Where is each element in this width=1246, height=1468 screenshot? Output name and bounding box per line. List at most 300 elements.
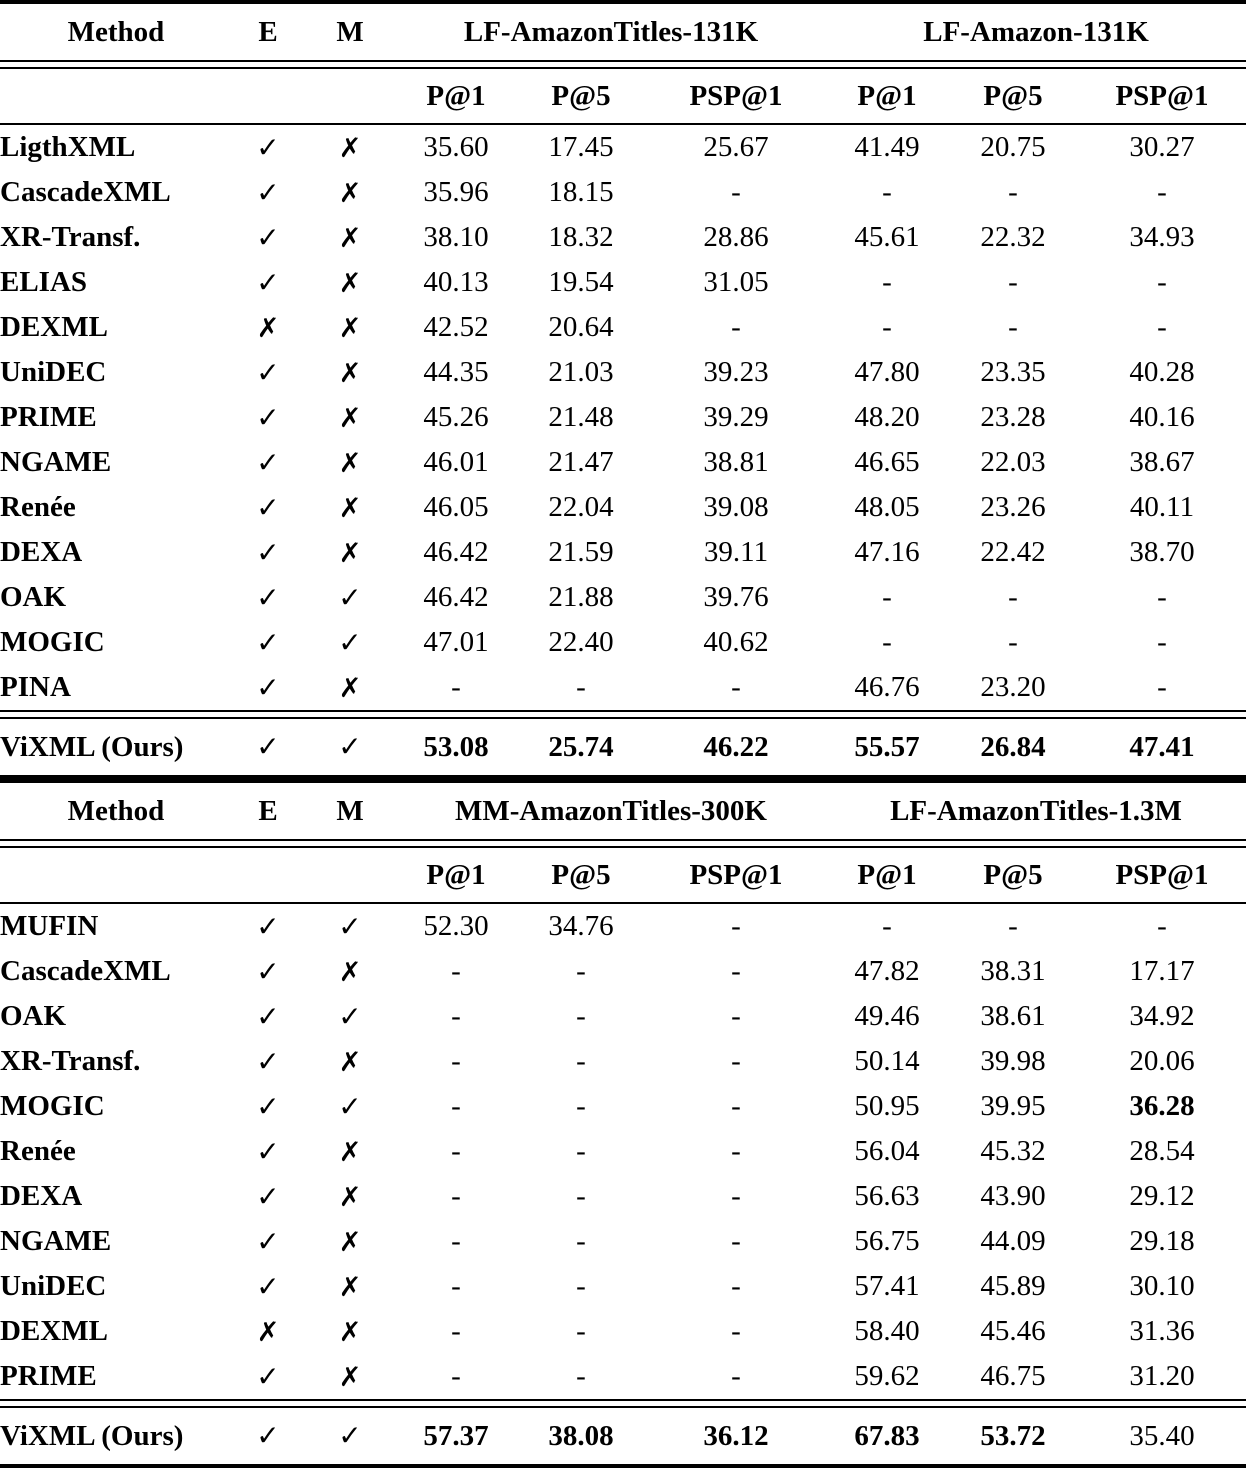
- cell-flag-m: [304, 1039, 396, 1084]
- cell-value: 31.05: [703, 266, 769, 298]
- cell-flag-m: [304, 1219, 396, 1264]
- metric-header: P@1: [857, 79, 917, 112]
- cell-value-empty: -: [451, 1135, 461, 1167]
- rule-line: [0, 840, 1246, 847]
- check-icon: ✓: [256, 265, 280, 299]
- metric-header: P@1: [857, 858, 917, 891]
- cell-flag-e: [232, 1084, 304, 1129]
- cell-method-name-ours: ViXML (Ours): [0, 1419, 184, 1452]
- cross-icon: ✗: [338, 492, 362, 524]
- cell-value-empty: -: [731, 311, 741, 343]
- cell-value-empty: -: [882, 626, 892, 658]
- cell-value: 30.10: [1129, 1270, 1195, 1302]
- cell-flag-e: [232, 718, 304, 777]
- dataset-group-header: LF-AmazonTitles-1.3M: [890, 794, 1182, 827]
- table-row: [0, 485, 1246, 530]
- cell-value-empty: -: [1157, 910, 1167, 942]
- cross-icon: ✗: [338, 357, 362, 389]
- cell-value: 18.32: [548, 221, 614, 253]
- metric-header-spacer-m: [304, 68, 396, 124]
- dataset-group-header: LF-AmazonTitles-131K: [463, 15, 759, 48]
- cell-value: 45.89: [980, 1270, 1046, 1302]
- cell-flag-e: [232, 1354, 304, 1400]
- cross-icon: ✗: [338, 447, 362, 479]
- cell-flag-e: [232, 395, 304, 440]
- cell-flag-m: [304, 350, 396, 395]
- cell-method-name: PINA: [0, 671, 71, 703]
- cell-value: 46.65: [854, 446, 920, 478]
- metric-header-spacer: [0, 68, 232, 124]
- cell-value: 38.31: [980, 955, 1046, 987]
- table-row: [0, 260, 1246, 305]
- table-rule: [0, 61, 1246, 68]
- cell-method-name: Renée: [0, 1135, 76, 1167]
- table-row: [0, 575, 1246, 620]
- cell-method-name: XR-Transf.: [0, 1045, 141, 1077]
- cell-flag-m: [304, 440, 396, 485]
- cell-flag-m: [304, 215, 396, 260]
- cell-value: 39.29: [703, 401, 769, 433]
- cell-flag-m: [304, 1354, 396, 1400]
- check-icon: ✓: [256, 130, 280, 164]
- cell-method-name: PRIME: [0, 401, 97, 433]
- metric-header-spacer-e: [232, 68, 304, 124]
- cell-value: 28.86: [703, 221, 769, 253]
- cell-value: 41.49: [854, 131, 920, 163]
- cell-value-empty: -: [1008, 581, 1018, 613]
- cell-value: 40.16: [1129, 401, 1195, 433]
- cell-value-empty: -: [1008, 266, 1018, 298]
- cell-value-empty: -: [1008, 176, 1018, 208]
- cell-value: 38.70: [1129, 536, 1195, 568]
- cell-value-empty: -: [1157, 626, 1167, 658]
- cell-value-empty: -: [451, 671, 461, 703]
- cell-value: 23.28: [980, 401, 1046, 433]
- cell-value: 47.01: [423, 626, 489, 658]
- cell-value: 58.40: [854, 1315, 920, 1347]
- cell-method-name-ours: ViXML (Ours): [0, 730, 184, 763]
- cross-icon: ✗: [338, 177, 362, 209]
- cell-value: 44.35: [423, 356, 489, 388]
- cell-flag-e: [232, 485, 304, 530]
- check-icon: ✓: [256, 1134, 280, 1168]
- cell-flag-e: [232, 1407, 304, 1466]
- dataset-group-header: MM-AmazonTitles-300K: [455, 794, 767, 827]
- check-icon: ✓: [338, 999, 362, 1033]
- cell-value-empty: -: [576, 1180, 586, 1212]
- metric-header-spacer-m: [304, 847, 396, 903]
- check-icon: ✓: [256, 730, 280, 763]
- check-icon: ✓: [256, 355, 280, 389]
- cell-value: 59.62: [854, 1360, 920, 1392]
- cell-value: 53.08: [423, 730, 489, 763]
- cell-value: 25.74: [548, 730, 614, 763]
- table-row: [0, 1219, 1246, 1264]
- table-row: [0, 1354, 1246, 1400]
- metric-header: PSP@1: [689, 858, 783, 891]
- cell-method-name: CascadeXML: [0, 176, 171, 208]
- cell-method-name: MUFIN: [0, 910, 99, 942]
- cell-flag-e: [232, 1219, 304, 1264]
- cell-value: 31.20: [1129, 1360, 1195, 1392]
- cell-value: 46.42: [423, 581, 489, 613]
- cell-value-empty: -: [1157, 311, 1167, 343]
- table-row: [0, 125, 1246, 170]
- cell-value: 45.46: [980, 1315, 1046, 1347]
- cell-value-empty: -: [731, 1360, 741, 1392]
- cell-flag-m: [304, 485, 396, 530]
- table-row: [0, 1129, 1246, 1174]
- metric-header: PSP@1: [1115, 858, 1209, 891]
- cell-flag-e: [232, 125, 304, 170]
- cell-flag-e: [232, 994, 304, 1039]
- cell-method-name: MOGIC: [0, 626, 105, 658]
- column-header-e: E: [258, 794, 278, 827]
- cell-method-name: NGAME: [0, 1225, 112, 1257]
- cross-icon: ✗: [256, 312, 280, 344]
- check-icon: ✓: [256, 1224, 280, 1258]
- cell-value-empty: -: [576, 1045, 586, 1077]
- cell-value: 22.32: [980, 221, 1046, 253]
- cell-value-empty: -: [731, 955, 741, 987]
- cell-value-empty: -: [451, 1315, 461, 1347]
- cell-value: 23.26: [980, 491, 1046, 523]
- cell-value: 23.20: [980, 671, 1046, 703]
- dataset-group-header: LF-Amazon-131K: [923, 15, 1149, 48]
- cell-value-empty: -: [451, 955, 461, 987]
- cell-flag-e: [232, 1129, 304, 1174]
- cell-value: 38.10: [423, 221, 489, 253]
- cell-flag-e: [232, 260, 304, 305]
- cell-value: 49.46: [854, 1000, 920, 1032]
- cell-value: 22.42: [980, 536, 1046, 568]
- check-icon: ✓: [256, 400, 280, 434]
- table-row: [0, 994, 1246, 1039]
- cell-value-empty: -: [1008, 626, 1018, 658]
- check-icon: ✓: [256, 954, 280, 988]
- cell-value: 20.64: [548, 311, 614, 343]
- header-row-metrics: [0, 847, 1246, 903]
- check-icon: ✓: [256, 490, 280, 524]
- cell-method-name: ELIAS: [0, 266, 88, 298]
- cross-icon: ✗: [338, 402, 362, 434]
- metric-header: P@5: [983, 858, 1043, 891]
- table-row: [0, 440, 1246, 485]
- cell-value: 34.93: [1129, 221, 1195, 253]
- cross-icon: ✗: [338, 1361, 362, 1393]
- column-header-m: M: [336, 794, 364, 827]
- cell-value-empty: -: [731, 1225, 741, 1257]
- cell-value: 38.08: [548, 1419, 614, 1452]
- check-icon: ✓: [256, 580, 280, 614]
- header-row-groups: [0, 783, 1246, 840]
- table-row: [0, 904, 1246, 949]
- header-row-metrics: [0, 68, 1246, 124]
- cell-value: 57.41: [854, 1270, 920, 1302]
- cell-flag-m: [304, 575, 396, 620]
- cell-flag-m: [304, 994, 396, 1039]
- cell-value-empty: -: [451, 1045, 461, 1077]
- rule-line: [0, 61, 1246, 68]
- cell-value: 46.22: [703, 730, 769, 763]
- cell-value: 39.95: [980, 1090, 1046, 1122]
- cell-value: 56.75: [854, 1225, 920, 1257]
- check-icon: ✓: [256, 445, 280, 479]
- cross-icon: ✗: [338, 1226, 362, 1258]
- table-row: [0, 215, 1246, 260]
- cell-flag-m: [304, 260, 396, 305]
- cell-value: 17.45: [548, 131, 614, 163]
- table-rule: [0, 711, 1246, 718]
- cell-value: 44.09: [980, 1225, 1046, 1257]
- cell-value: 36.28: [1129, 1090, 1195, 1122]
- cell-value: 45.61: [854, 221, 920, 253]
- table-row: [0, 665, 1246, 711]
- cell-value-empty: -: [731, 1090, 741, 1122]
- cell-value: 28.54: [1129, 1135, 1195, 1167]
- cell-value: 34.92: [1129, 1000, 1195, 1032]
- metric-header: P@5: [983, 79, 1043, 112]
- cell-value-empty: -: [1008, 311, 1018, 343]
- column-header-m: M: [336, 15, 364, 48]
- metric-header: P@5: [551, 858, 611, 891]
- cell-value: 39.23: [703, 356, 769, 388]
- check-icon: ✓: [338, 730, 362, 763]
- table-rule: [0, 840, 1246, 847]
- cell-value-empty: -: [576, 1270, 586, 1302]
- cell-flag-m: [304, 170, 396, 215]
- check-icon: ✓: [256, 1044, 280, 1078]
- cell-value: 25.67: [703, 131, 769, 163]
- cell-value-empty: -: [576, 955, 586, 987]
- cell-flag-m: [304, 1174, 396, 1219]
- cell-value: 19.54: [548, 266, 614, 298]
- check-icon: ✓: [256, 625, 280, 659]
- cell-value-empty: -: [731, 1180, 741, 1212]
- cell-value: 45.26: [423, 401, 489, 433]
- table-row: [0, 620, 1246, 665]
- metric-header: P@5: [551, 79, 611, 112]
- table-row: [0, 1174, 1246, 1219]
- cell-value: 35.60: [423, 131, 489, 163]
- cell-value: 43.90: [980, 1180, 1046, 1212]
- cell-method-name: DEXML: [0, 1315, 108, 1347]
- cell-value: 48.20: [854, 401, 920, 433]
- check-icon: ✓: [338, 1089, 362, 1123]
- rule-line: [0, 711, 1246, 718]
- cell-value: 22.04: [548, 491, 614, 523]
- cell-value-empty: -: [731, 1000, 741, 1032]
- cell-value: 45.32: [980, 1135, 1046, 1167]
- cell-flag-e: [232, 215, 304, 260]
- cell-method-name: NGAME: [0, 446, 112, 478]
- cell-value-empty: -: [882, 910, 892, 942]
- table-row: [0, 1309, 1246, 1354]
- column-header-method: Method: [67, 15, 165, 48]
- cell-value: 17.17: [1129, 955, 1195, 987]
- cell-value-empty: -: [731, 1135, 741, 1167]
- cell-value-empty: -: [882, 311, 892, 343]
- cell-value: 46.05: [423, 491, 489, 523]
- cell-method-name: UniDEC: [0, 1270, 107, 1302]
- table-row-ours: [0, 1407, 1246, 1466]
- cell-value: 21.59: [548, 536, 614, 568]
- cross-icon: ✗: [338, 267, 362, 299]
- cell-value: 47.16: [854, 536, 920, 568]
- cell-value: 38.67: [1129, 446, 1195, 478]
- cell-flag-m: [304, 620, 396, 665]
- cell-value: 31.36: [1129, 1315, 1195, 1347]
- cell-flag-m: [304, 1084, 396, 1129]
- cell-method-name: MOGIC: [0, 1090, 105, 1122]
- table-lower: [0, 779, 1246, 1468]
- cell-method-name: OAK: [0, 1000, 67, 1032]
- cell-flag-m: [304, 904, 396, 949]
- metric-header: P@1: [426, 79, 486, 112]
- cell-method-name: DEXA: [0, 536, 83, 568]
- check-icon: ✓: [256, 535, 280, 569]
- cross-icon: ✗: [338, 1046, 362, 1078]
- cell-value: 50.95: [854, 1090, 920, 1122]
- cell-value-empty: -: [1157, 671, 1167, 703]
- cell-value-empty: -: [731, 176, 741, 208]
- cross-icon: ✗: [338, 1316, 362, 1348]
- cell-value-empty: -: [1008, 910, 1018, 942]
- cell-flag-e: [232, 665, 304, 711]
- cell-value: 53.72: [980, 1419, 1046, 1452]
- cell-value: 21.48: [548, 401, 614, 433]
- cross-icon: ✗: [338, 672, 362, 704]
- cell-value: 46.76: [854, 671, 920, 703]
- cell-value: 67.83: [854, 1419, 920, 1452]
- table-row: [0, 305, 1246, 350]
- cell-value: 39.08: [703, 491, 769, 523]
- cell-value: 40.62: [703, 626, 769, 658]
- cell-flag-e: [232, 350, 304, 395]
- column-header-e: E: [258, 15, 278, 48]
- cell-value-empty: -: [731, 1315, 741, 1347]
- cell-value: 46.42: [423, 536, 489, 568]
- cell-flag-e: [232, 1039, 304, 1084]
- cell-value-empty: -: [731, 910, 741, 942]
- table-row-ours: [0, 718, 1246, 777]
- cell-flag-m: [304, 1129, 396, 1174]
- cell-value: 55.57: [854, 730, 920, 763]
- cell-value: 35.40: [1129, 1419, 1195, 1452]
- table-row: [0, 530, 1246, 575]
- check-icon: ✓: [256, 1269, 280, 1303]
- cell-value-empty: -: [731, 671, 741, 703]
- cell-flag-e: [232, 620, 304, 665]
- cell-method-name: DEXA: [0, 1180, 83, 1212]
- cell-value: 46.01: [423, 446, 489, 478]
- table-row: [0, 1264, 1246, 1309]
- cell-value-empty: -: [882, 266, 892, 298]
- cell-flag-m: [304, 305, 396, 350]
- cell-value: 21.03: [548, 356, 614, 388]
- rule-line: [0, 1400, 1246, 1407]
- cross-icon: ✗: [338, 1271, 362, 1303]
- cell-method-name: PRIME: [0, 1360, 97, 1392]
- cell-value-empty: -: [576, 671, 586, 703]
- metric-header: PSP@1: [689, 79, 783, 112]
- cell-method-name: OAK: [0, 581, 67, 613]
- metric-header: PSP@1: [1115, 79, 1209, 112]
- cell-flag-e: [232, 530, 304, 575]
- cell-method-name: DEXML: [0, 311, 108, 343]
- cell-value-empty: -: [576, 1225, 586, 1257]
- cell-value: 39.98: [980, 1045, 1046, 1077]
- cross-icon: ✗: [338, 956, 362, 988]
- cell-flag-e: [232, 305, 304, 350]
- cross-icon: ✗: [256, 1316, 280, 1348]
- cell-value: 56.63: [854, 1180, 920, 1212]
- metric-header-spacer: [0, 847, 232, 903]
- check-icon: ✓: [338, 580, 362, 614]
- check-icon: ✓: [256, 670, 280, 704]
- cell-method-name: XR-Transf.: [0, 221, 141, 253]
- cell-value: 39.11: [703, 536, 769, 568]
- cell-value: 39.76: [703, 581, 769, 613]
- check-icon: ✓: [338, 625, 362, 659]
- cell-value-empty: -: [882, 581, 892, 613]
- cross-icon: ✗: [338, 222, 362, 254]
- cell-value-empty: -: [451, 1270, 461, 1302]
- cell-value-empty: -: [576, 1135, 586, 1167]
- cell-value: 40.13: [423, 266, 489, 298]
- cell-value: 22.03: [980, 446, 1046, 478]
- header-row-groups: [0, 4, 1246, 61]
- column-header-method: Method: [67, 794, 165, 827]
- metric-header: P@1: [426, 858, 486, 891]
- cell-value-empty: -: [576, 1000, 586, 1032]
- cell-value-empty: -: [451, 1180, 461, 1212]
- cell-value: 20.75: [980, 131, 1046, 163]
- cell-value-empty: -: [731, 1270, 741, 1302]
- cell-value: 21.88: [548, 581, 614, 613]
- table-row: [0, 1039, 1246, 1084]
- cell-value: 47.41: [1129, 730, 1195, 763]
- check-icon: ✓: [256, 999, 280, 1033]
- cell-value: 40.28: [1129, 356, 1195, 388]
- cell-value-empty: -: [1157, 266, 1167, 298]
- table-rule: [0, 1400, 1246, 1407]
- cell-value: 48.05: [854, 491, 920, 523]
- cell-value: 38.61: [980, 1000, 1046, 1032]
- cell-value: 20.06: [1129, 1045, 1195, 1077]
- cell-value: 29.12: [1129, 1180, 1195, 1212]
- cell-flag-m: [304, 665, 396, 711]
- table-row: [0, 170, 1246, 215]
- table-row: [0, 395, 1246, 440]
- cell-value-empty: -: [1157, 581, 1167, 613]
- cell-method-name: CascadeXML: [0, 955, 171, 987]
- check-icon: ✓: [256, 1419, 280, 1452]
- check-icon: ✓: [256, 909, 280, 943]
- cell-value: 26.84: [980, 730, 1046, 763]
- cell-flag-m: [304, 949, 396, 994]
- cell-value: 47.82: [854, 955, 920, 987]
- cell-flag-e: [232, 170, 304, 215]
- cell-value: 57.37: [423, 1419, 489, 1452]
- cell-flag-e: [232, 1309, 304, 1354]
- cell-flag-e: [232, 1174, 304, 1219]
- cell-value-empty: -: [882, 176, 892, 208]
- cell-value: 22.40: [548, 626, 614, 658]
- cell-value: 35.96: [423, 176, 489, 208]
- cell-value-empty: -: [451, 1000, 461, 1032]
- metric-header-spacer-e: [232, 847, 304, 903]
